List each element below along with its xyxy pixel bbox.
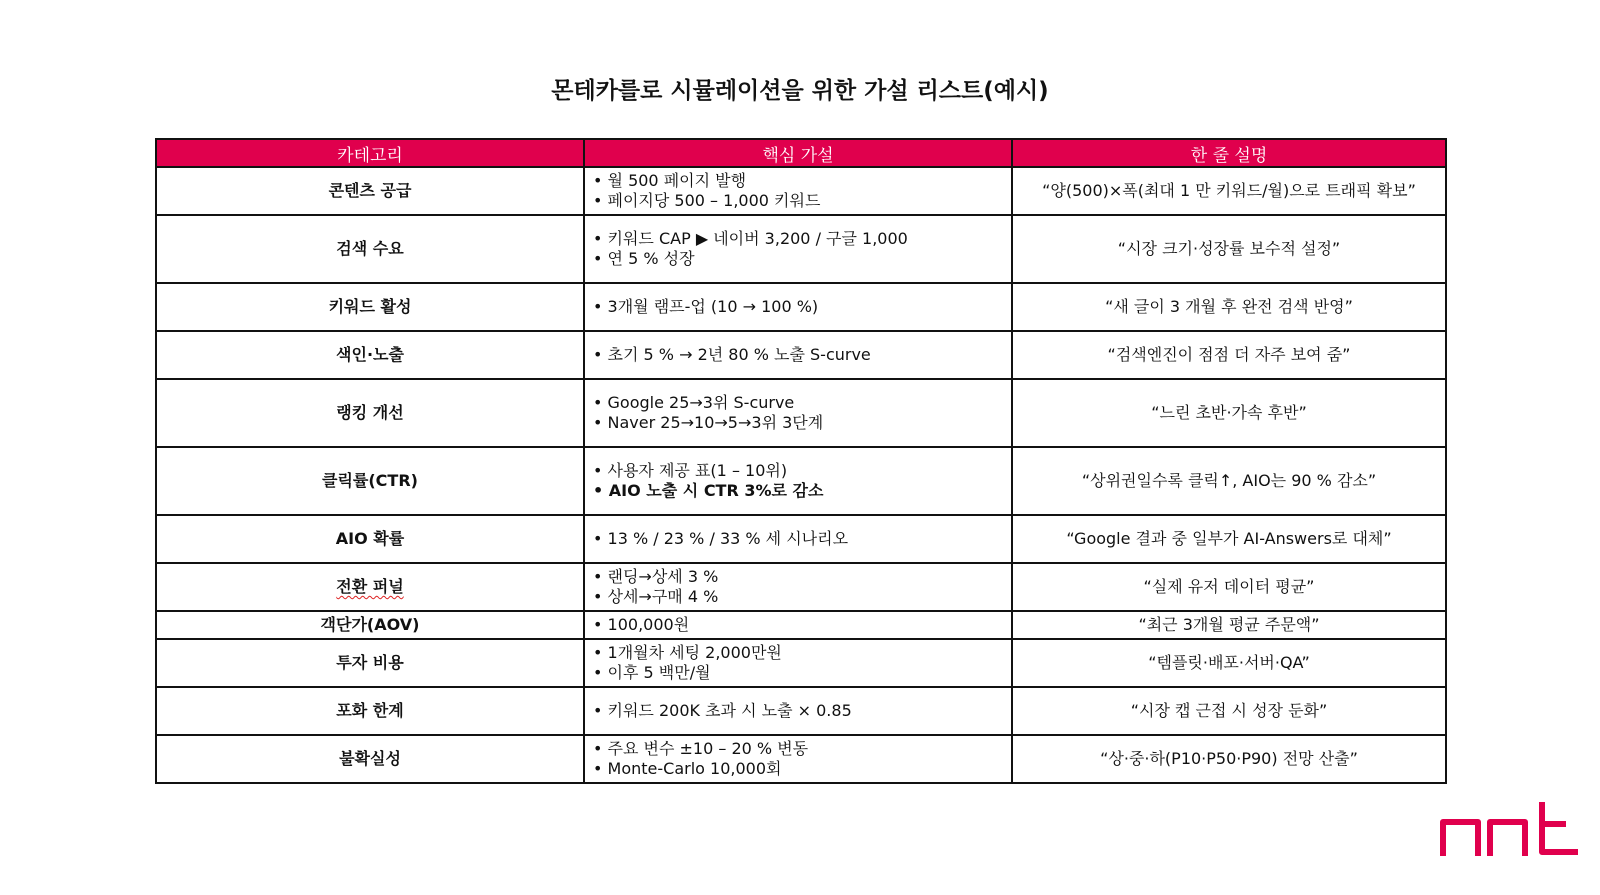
description-cell: “새 글이 3 개월 후 완전 검색 반영”	[1012, 283, 1446, 331]
category-cell: 투자 비용	[156, 639, 584, 687]
hypothesis-line: • 초기 5 % → 2년 80 % 노출 S-curve	[593, 345, 871, 364]
hypothesis-line: • 월 500 페이지 발행	[593, 171, 747, 190]
description-cell: “시장 캡 근접 시 성장 둔화”	[1012, 687, 1446, 735]
table-row	[156, 563, 1446, 611]
hypothesis-line: • 키워드 CAP ▶ 네이버 3,200 / 구글 1,000	[593, 229, 908, 248]
category-cell: 검색 수요	[156, 215, 584, 283]
hypothesis-line: • Google 25→3위 S-curve	[593, 393, 795, 412]
nnt-logo	[1440, 800, 1580, 858]
header-description: 한 줄 설명	[1012, 139, 1446, 167]
description-cell: “검색엔진이 점점 더 자주 보여 줌”	[1012, 331, 1446, 379]
description-cell: “실제 유저 데이터 평균”	[1012, 563, 1446, 611]
table-row	[156, 331, 1446, 379]
description-cell: “느린 초반·가속 후반”	[1012, 379, 1446, 447]
hypothesis-line: • 100,000원	[593, 615, 690, 634]
hypothesis-line: • 1개월차 세팅 2,000만원	[593, 643, 782, 662]
category-cell: 콘텐츠 공급	[156, 167, 584, 215]
hypothesis-line: • 13 % / 23 % / 33 % 세 시나리오	[593, 529, 849, 548]
hypothesis-cell	[584, 167, 1012, 215]
description-cell: “양(500)×폭(최대 1 만 키워드/월)으로 트래픽 확보”	[1012, 167, 1446, 215]
table-row	[156, 167, 1446, 215]
hypothesis-cell	[584, 639, 1012, 687]
hypothesis-cell	[584, 283, 1012, 331]
category-cell	[156, 563, 584, 611]
hypothesis-line: • 키워드 200K 초과 시 노출 × 0.85	[593, 701, 852, 720]
category-cell: AIO 확률	[156, 515, 584, 563]
hypothesis-line: • 이후 5 백만/월	[593, 663, 711, 682]
description-cell: “시장 크기·성장률 보수적 설정”	[1012, 215, 1446, 283]
category-cell: 색인·노출	[156, 331, 584, 379]
description-cell: “상위권일수록 클릭↑, AIO는 90 % 감소”	[1012, 447, 1446, 515]
table-row	[156, 611, 1446, 639]
hypothesis-cell	[584, 215, 1012, 283]
description-cell: “최근 3개월 평균 주문액”	[1012, 611, 1446, 639]
hypothesis-cell	[584, 735, 1012, 783]
category-cell: 클릭률(CTR)	[156, 447, 584, 515]
hypothesis-cell	[584, 563, 1012, 611]
table-row	[156, 283, 1446, 331]
hypothesis-line: • AIO 노출 시 CTR 3%로 감소	[593, 481, 824, 500]
category-cell: 포화 한계	[156, 687, 584, 735]
hypothesis-line: • 주요 변수 ±10 – 20 % 변동	[593, 739, 809, 758]
hypothesis-table	[155, 138, 1447, 784]
table-row	[156, 215, 1446, 283]
category-cell: 객단가(AOV)	[156, 611, 584, 639]
hypothesis-line: • Monte-Carlo 10,000회	[593, 759, 782, 778]
description-cell: “Google 결과 중 일부가 AI-Answers로 대체”	[1012, 515, 1446, 563]
category-cell: 불확실성	[156, 735, 584, 783]
header-category: 카테고리	[156, 139, 584, 167]
description-cell: “템플릿·배포·서버·QA”	[1012, 639, 1446, 687]
table-row	[156, 379, 1446, 447]
table-row	[156, 447, 1446, 515]
table-row	[156, 687, 1446, 735]
hypothesis-line: • 페이지당 500 – 1,000 키워드	[593, 191, 821, 210]
header-hypothesis: 핵심 가설	[584, 139, 1012, 167]
hypothesis-cell	[584, 379, 1012, 447]
hypothesis-line: • Naver 25→10→5→3위 3단계	[593, 413, 824, 432]
hypothesis-cell	[584, 447, 1012, 515]
hypothesis-line: • 연 5 % 성장	[593, 249, 695, 268]
category-label: 전환 퍼널	[336, 577, 404, 596]
hypothesis-cell	[584, 611, 1012, 639]
hypothesis-line: • 상세→구매 4 %	[593, 587, 719, 606]
hypothesis-cell	[584, 331, 1012, 379]
page-title: 몬테카를로 시뮬레이션을 위한 가설 리스트(예시)	[551, 78, 1049, 104]
table-row	[156, 639, 1446, 687]
hypothesis-line: • 사용자 제공 표(1 – 10위)	[593, 461, 788, 480]
hypothesis-cell	[584, 515, 1012, 563]
table-header-row	[156, 139, 1446, 167]
hypothesis-cell	[584, 687, 1012, 735]
hypothesis-line: • 3개월 램프-업 (10 → 100 %)	[593, 297, 819, 316]
table-row	[156, 735, 1446, 783]
hypothesis-line: • 랜딩→상세 3 %	[593, 567, 719, 586]
table-row	[156, 515, 1446, 563]
category-cell: 랭킹 개선	[156, 379, 584, 447]
category-cell: 키워드 활성	[156, 283, 584, 331]
description-cell: “상·중·하(P10·P50·P90) 전망 산출”	[1012, 735, 1446, 783]
